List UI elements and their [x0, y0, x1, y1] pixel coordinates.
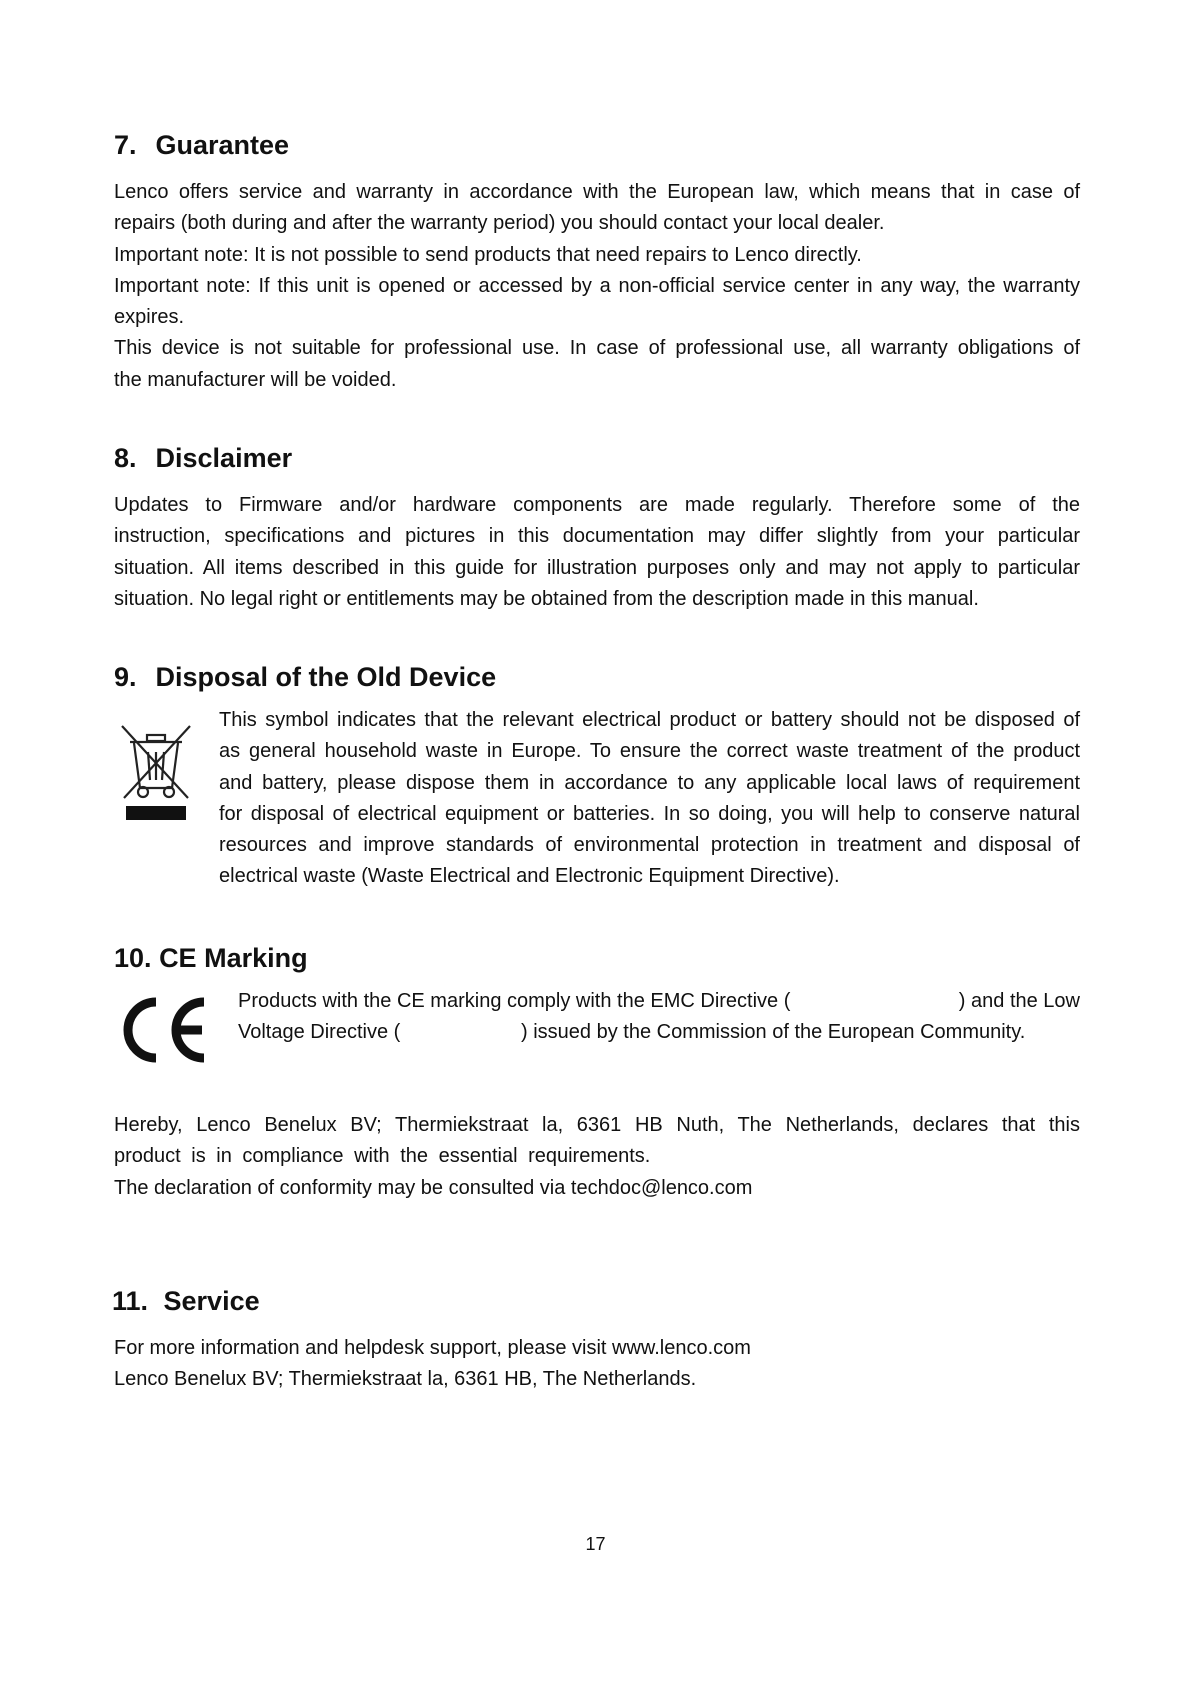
section-number: 9. [114, 662, 137, 692]
text-fragment: ) issued by the Commission of the European Community. [521, 1021, 1026, 1044]
text-line: as general household waste in Europe. To ensure the correct waste treatment of the product [219, 740, 1080, 763]
text-line: and battery, please dispose them in accordance to any applicable local laws of requirement [219, 771, 1080, 794]
text-fragment: ) and the Low [958, 990, 1080, 1012]
ce-line-1 [238, 986, 1080, 1017]
section-number: 7. [114, 130, 137, 160]
text-line: for disposal of electrical equipment or batteries. In so doing, you will help to conserve natural [219, 802, 1080, 825]
text-line: situation. All items described in this guide for illustration purposes only and may not apply to particular [114, 556, 1080, 579]
section-heading-disposal [114, 661, 496, 693]
section-title: CE Marking [159, 943, 308, 973]
text-line: Updates to Firmware and/or hardware components are made regularly. Therefore some of the [114, 494, 1080, 516]
declaration-text [114, 1110, 1080, 1204]
ce-mark-icon [118, 996, 214, 1064]
section-heading-disclaimer [114, 442, 292, 474]
section-heading-service [112, 1285, 260, 1317]
text-line: Lenco Benelux BV; Thermiekstraat la, 6361 HB, The Netherlands. [114, 1368, 697, 1391]
ce-text [238, 986, 1080, 1049]
text-fragment: Products with the CE marking comply with the EMC Directive ( [238, 990, 791, 1012]
text-line: product is in compliance with the essential requirements. [114, 1145, 651, 1168]
text-line: electrical waste (Waste Electrical and Electronic Equipment Directive). [219, 865, 840, 888]
text-line: Hereby, Lenco Benelux BV; Thermiekstraat la, 6361 HB Nuth, The Netherlands, declares that this [114, 1114, 1080, 1136]
text-line: instruction, specifications and pictures in this documentation may differ slightly from your particular [114, 525, 1080, 548]
section-number: 8. [114, 443, 137, 473]
section-heading-guarantee [114, 129, 289, 161]
section-number: 10. [114, 943, 152, 973]
guarantee-text [114, 177, 1080, 396]
text-line: Important note: It is not possible to send products that need repairs to Lenco directly. [114, 243, 862, 266]
text-line: The declaration of conformity may be consulted via techdoc@lenco.com [114, 1176, 753, 1199]
text-line: Important note: If this unit is opened or accessed by a non-official service center in any way, the warranty [114, 274, 1080, 297]
text-line: situation. No legal right or entitlements may be obtained from the description made in this manual. [114, 587, 979, 610]
text-line: This symbol indicates that the relevant electrical product or battery should not be disposed of [219, 709, 1080, 731]
service-text [114, 1333, 1080, 1396]
section-title: Disposal of the Old Device [155, 662, 497, 692]
text-line: repairs (both during and after the warranty period) you should contact your local dealer. [114, 212, 885, 235]
text-line: Lenco offers service and warranty in accordance with the European law, which means that in case of [114, 181, 1080, 203]
section-number: 11. [112, 1286, 149, 1316]
page-number: 17 [585, 1534, 606, 1554]
section-title: Guarantee [155, 130, 290, 160]
ce-line-2 [238, 1017, 1080, 1048]
disclaimer-text [114, 490, 1080, 615]
text-line: the manufacturer will be voided. [114, 368, 397, 391]
disposal-text [219, 705, 1080, 893]
section-title: Disclaimer [155, 443, 293, 473]
text-fragment: Voltage Directive ( [238, 1021, 401, 1044]
text-line: resources and improve standards of environmental protection in treatment and disposal of [219, 834, 1080, 857]
text-line: expires. [114, 306, 185, 329]
weee-crossed-bin-icon [118, 722, 194, 824]
section-title: Service [163, 1286, 260, 1316]
text-line: For more information and helpdesk support, please visit www.lenco.com [114, 1337, 751, 1359]
text-line: This device is not suitable for professional use. In case of professional use, all warranty obligations of [114, 337, 1080, 360]
section-heading-ce-marking [114, 942, 308, 974]
